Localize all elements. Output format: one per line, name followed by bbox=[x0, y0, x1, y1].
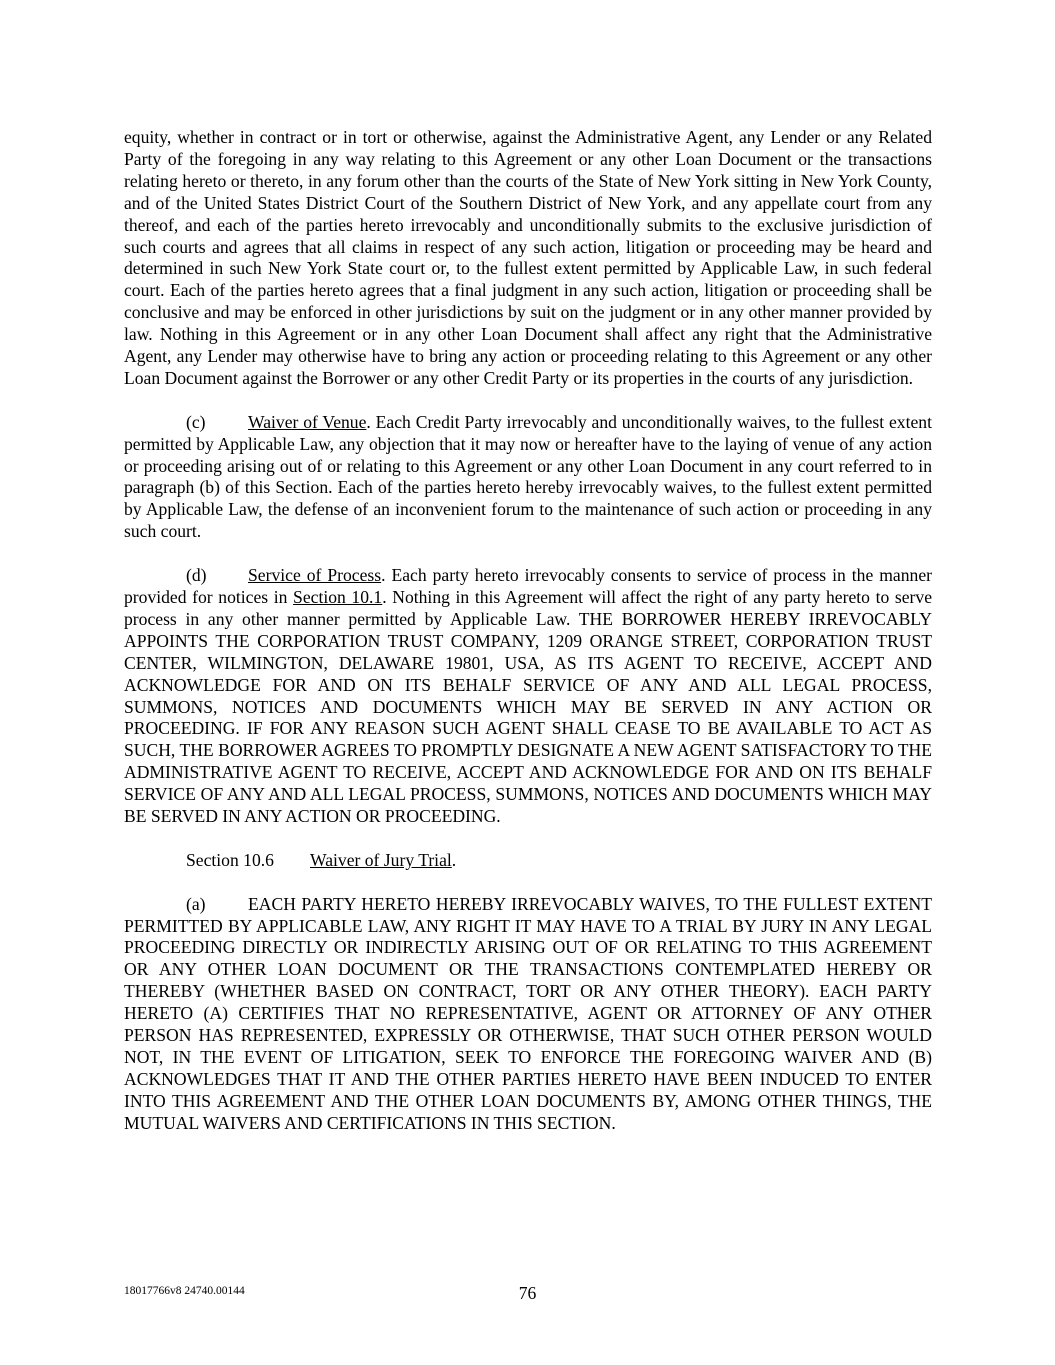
paragraph-text: . Nothing in this Agreement will affect the right of any party hereto to serve process in any other manner permitted by Applicable Law. THE BORROWER HEREBY IRREVOCABLY APPOINTS THE CORPORATION TRUST COMPANY, 1209 ORANGE STREET, CORPORATION TRUST CENTER, WILMINGTON, DELAWARE 19801, USA, AS ITS AGENT TO RECEIVE, ACCEPT AND ACKNOWLEDGE FOR AND ON ITS BEHALF SERVICE OF ANY AND ALL LEGAL PROCESS, SUMMONS, NOTICES AND DOCUMENTS WHICH MAY BE SERVED IN ANY ACTION OR PROCEEDING. IF FOR ANY REASON SUCH AGENT SHALL CEASE TO BE AVAILABLE TO ACT AS SUCH, THE BORROWER AGREES TO PROMPTLY DESIGNATE A NEW AGENT SATISFACTORY TO THE ADMINISTRATIVE AGENT TO RECEIVE, ACCEPT AND ACKNOWLEDGE FOR AND ON ITS BEHALF SERVICE OF ANY AND ALL LEGAL PROCESS, SUMMONS, NOTICES AND DOCUMENTS WHICH MAY BE SERVED IN ANY ACTION OR PROCEEDING. bbox=[124, 587, 933, 827]
footer-document-id: 18017766v8 24740.00144 bbox=[124, 1285, 245, 1297]
paragraph-label: (d) bbox=[186, 565, 207, 586]
paragraph-heading: Service of Process bbox=[248, 565, 382, 586]
paragraph-waiver-of-venue bbox=[124, 412, 932, 543]
section-reference-link[interactable]: Section 10.1 bbox=[293, 587, 383, 607]
paragraph-label: (a) bbox=[186, 893, 206, 914]
section-title: Waiver of Jury Trial bbox=[310, 849, 452, 870]
section-heading bbox=[124, 850, 932, 872]
paragraph-jury-waiver bbox=[124, 894, 932, 1135]
paragraph-heading: Waiver of Venue bbox=[248, 411, 367, 432]
paragraph-text: . Each Credit Party irrevocably and unconditionally waives, to the fullest extent permitted by Applicable Law, any objection that it may now or hereafter have to the laying of venue of any action or proceeding arising out of or relating to this Agreement or any other Loan Document in any court referred to in paragraph (b) of this Section. Each of the parties hereto hereby irrevocably waives, to the fullest extent permitted by Applicable Law, the defense of an inconvenient forum to the maintenance of such action or proceeding in any such court. bbox=[124, 411, 932, 542]
paragraph-text: EACH PARTY HERETO HEREBY IRREVOCABLY WAIVES, TO THE FULLEST EXTENT PERMITTED BY APPLICABLE LAW, ANY RIGHT IT MAY HAVE TO A TRIAL BY JURY IN ANY LEGAL PROCEEDING DIRECTLY OR INDIRECTLY ARISING OUT OF OR RELATING TO THIS AGREEMENT OR ANY OTHER LOAN DOCUMENT OR THE TRANSACTIONS CONTEMPLATED HEREBY OR THEREBY (WHETHER BASED ON CONTRACT, TORT OR ANY OTHER THEORY). EACH PARTY HERETO (A) CERTIFIES THAT NO REPRESENTATIVE, AGENT OR ATTORNEY OF ANY OTHER PERSON HAS REPRESENTED, EXPRESSLY OR OTHERWISE, THAT SUCH OTHER PERSON WOULD NOT, IN THE EVENT OF LITIGATION, SEEK TO ENFORCE THE FOREGOING WAIVER AND (B) ACKNOWLEDGES THAT IT AND THE OTHER PARTIES HERETO HAVE BEEN INDUCED TO ENTER INTO THIS AGREEMENT AND THE OTHER LOAN DOCUMENTS BY, AMONG OTHER THINGS, THE MUTUAL WAIVERS AND CERTIFICATIONS IN THIS SECTION. bbox=[124, 893, 932, 1133]
section-title-period: . bbox=[451, 849, 457, 870]
document-body bbox=[124, 127, 932, 1157]
footer-page-number: 76 bbox=[518, 1283, 537, 1303]
paragraph-text: equity, whether in contract or in tort or otherwise, against the Administrative Agent, any Lender or any Related Party of the foregoing in any way relating to this Agreement or any other Loan Document or the transactions relating hereto or thereto, in any forum other than the courts of the State of New York sitting in New York County, and of the United States District Court of the Southern District of New York, and any appellate court from any thereof, and each of the parties hereto irrevocably and unconditionally submits to the exclusive jurisdiction of such courts and agrees that all claims in respect of any such action, litigation or proceeding may be heard and determined in such New York State court or, to the fullest extent permitted by Applicable Law, in such federal court. Each of the parties hereto agrees that a final judgment in any such action, litigation or proceeding shall be conclusive and may be enforced in other jurisdictions by suit on the judgment or in any other manner provided by law. Nothing in this Agreement or in any other Loan Document shall affect any right that the Administrative Agent, any Lender may otherwise have to bring any action or proceeding relating to this Agreement or any other Loan Document against the Borrower or any other Credit Party or its properties in the courts of any jurisdiction. bbox=[124, 127, 932, 388]
section-number: Section 10.6 bbox=[186, 849, 274, 870]
paragraph-label: (c) bbox=[186, 411, 206, 432]
paragraph-jurisdiction-continued bbox=[124, 127, 932, 390]
paragraph-service-of-process bbox=[124, 565, 932, 828]
paragraph-text: . Each party hereto irrevocably consents to service of process in the manner provided for notices in bbox=[124, 565, 932, 607]
